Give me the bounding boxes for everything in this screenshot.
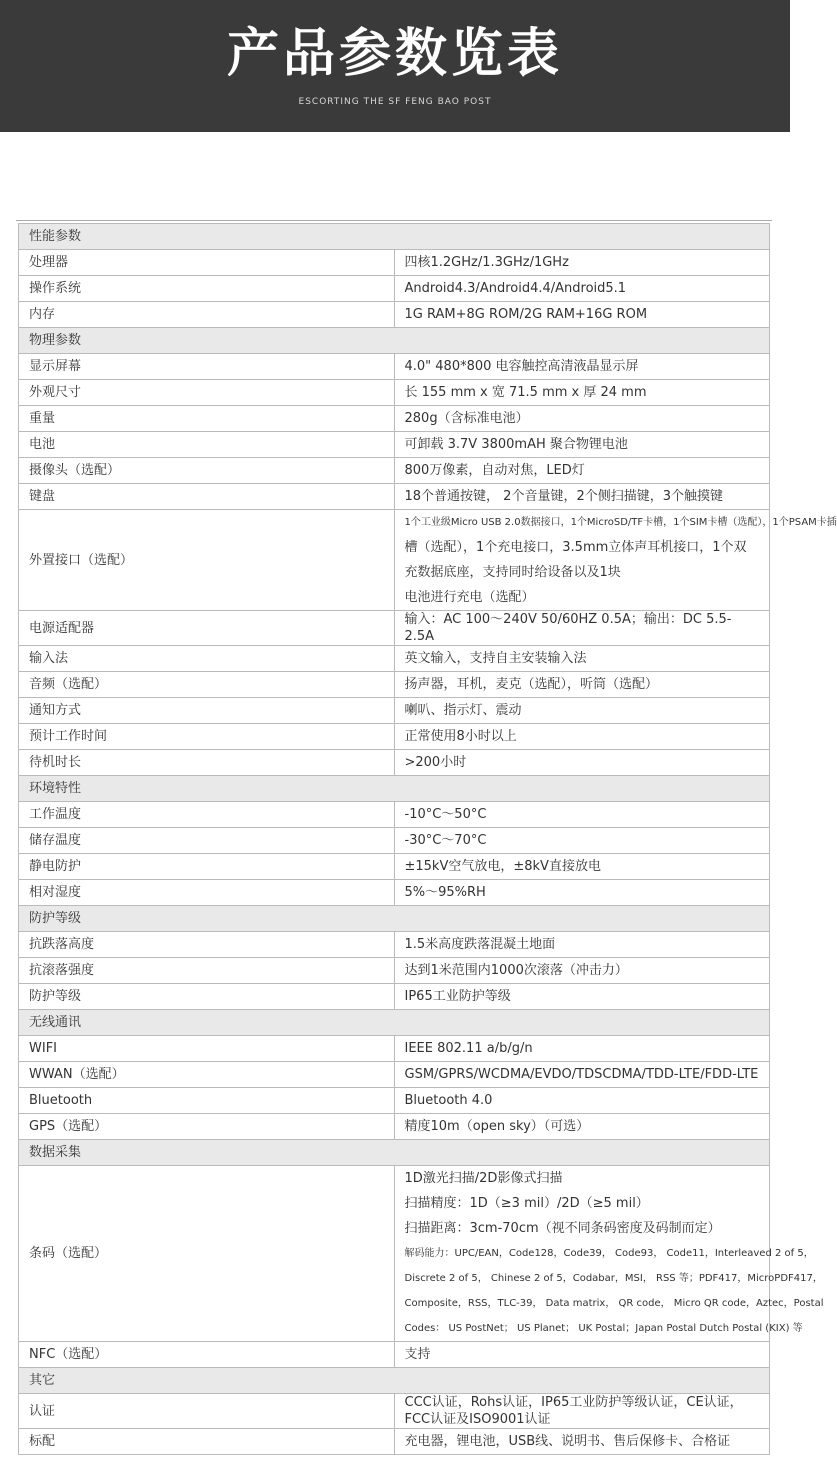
spec-label: 操作系统: [19, 276, 395, 302]
spec-value: 1G RAM+8G ROM/2G RAM+16G ROM: [394, 302, 770, 328]
spec-row: [19, 646, 770, 672]
spec-value-line: 解码能力：UPC/EAN，Code128，Code39， Code93， Code11，Interleaved 2 of 5，: [404, 1248, 814, 1259]
spec-value-line: Composite，RSS，TLC-39， Data matrix， QR code， Micro QR code，Aztec，Postal: [404, 1298, 824, 1309]
header-banner: [0, 0, 790, 132]
spec-row: [19, 698, 770, 724]
spec-label: Bluetooth: [19, 1088, 395, 1114]
spec-value: 可卸载 3.7V 3800mAH 聚合物锂电池: [394, 432, 770, 458]
spec-row: [19, 1166, 770, 1342]
spec-row: [19, 750, 770, 776]
spec-label: 摄像头（选配）: [19, 458, 395, 484]
spec-label: 音频（选配）: [19, 672, 395, 698]
spec-value-line: 扫描距离：3cm-70cm（视不同条码密度及码制而定）: [404, 1221, 721, 1236]
section-header-row: [19, 1368, 770, 1394]
spec-value: 英文输入，支持自主安装输入法: [394, 646, 770, 672]
section-header-row: [19, 224, 770, 250]
spec-value: -30°C～70°C: [394, 828, 770, 854]
spec-value: >200小时: [394, 750, 770, 776]
section-header-row: [19, 906, 770, 932]
spec-value: 充电器，锂电池，USB线、说明书、售后保修卡、合格证: [394, 1429, 770, 1455]
spec-value: 扬声器，耳机，麦克（选配），听筒（选配）: [394, 672, 770, 698]
spec-value: 800万像素，自动对焦，LED灯: [394, 458, 770, 484]
spec-row: [19, 250, 770, 276]
spec-label: WIFI: [19, 1036, 395, 1062]
section-title: 环境特性: [19, 776, 770, 802]
section-title: 性能参数: [19, 224, 770, 250]
spec-value: 支持: [394, 1342, 770, 1368]
spec-value: IP65工业防护等级: [394, 984, 770, 1010]
spec-value: 280g（含标准电池）: [394, 406, 770, 432]
spec-label: 工作温度: [19, 802, 395, 828]
spec-label: WWAN（选配）: [19, 1062, 395, 1088]
spec-value: 输入：AC 100～240V 50/60HZ 0.5A；输出：DC 5.5-2.5A: [394, 611, 770, 646]
spec-row: [19, 1429, 770, 1455]
spec-label: 储存温度: [19, 828, 395, 854]
spec-value: Bluetooth 4.0: [394, 1088, 770, 1114]
spec-row: [19, 458, 770, 484]
spec-label: 标配: [19, 1429, 395, 1455]
spec-value-line: 1D激光扫描/2D影像式扫描: [404, 1171, 563, 1186]
spec-row: [19, 432, 770, 458]
spec-label: GPS（选配）: [19, 1114, 395, 1140]
spec-value: ±15kV空气放电，±8kV直接放电: [394, 854, 770, 880]
spec-row: [19, 1342, 770, 1368]
spec-row: [19, 510, 770, 611]
spec-label: 通知方式: [19, 698, 395, 724]
spec-label: 防护等级: [19, 984, 395, 1010]
spec-value: 正常使用8小时以上: [394, 724, 770, 750]
spec-label: 重量: [19, 406, 395, 432]
spec-value-line: 电池进行充电（选配）: [404, 590, 535, 605]
section-title: 其它: [19, 1368, 770, 1394]
spec-label: 键盘: [19, 484, 395, 510]
spec-value: 喇叭、指示灯、震动: [394, 698, 770, 724]
spec-value: 达到1米范围内1000次滚落（冲击力）: [394, 958, 770, 984]
section-title: 物理参数: [19, 328, 770, 354]
spec-value: Android4.3/Android4.4/Android5.1: [394, 276, 770, 302]
spec-label: 待机时长: [19, 750, 395, 776]
spec-label: 预计工作时间: [19, 724, 395, 750]
spec-value: -10°C～50°C: [394, 802, 770, 828]
spec-value-line: 扫描精度：1D（≥3 mil）/2D（≥5 mil）: [404, 1196, 649, 1211]
spec-label: 抗滚落强度: [19, 958, 395, 984]
spec-label: 内存: [19, 302, 395, 328]
spec-label: 外观尺寸: [19, 380, 395, 406]
section-header-row: [19, 1140, 770, 1166]
spec-row: [19, 484, 770, 510]
spec-row: [19, 880, 770, 906]
spec-row: [19, 1088, 770, 1114]
spec-value: 18个普通按键， 2个音量键，2个侧扫描键，3个触摸键: [394, 484, 770, 510]
section-header-row: [19, 776, 770, 802]
spec-value: IEEE 802.11 a/b/g/n: [394, 1036, 770, 1062]
spec-label: 电源适配器: [19, 611, 395, 646]
spec-table: [18, 223, 837, 1455]
spec-value-line: Discrete 2 of 5， Chinese 2 of 5，Codabar，MSI， RSS 等；PDF417，MicroPDF417，: [404, 1273, 823, 1284]
spec-row: [19, 302, 770, 328]
spec-value-line: 槽（选配），1个充电接口，3.5mm立体声耳机接口，1个双充数据底座，支持同时给设备以及1块: [404, 540, 747, 580]
spec-row: [19, 958, 770, 984]
spec-row: [19, 854, 770, 880]
spec-row: [19, 276, 770, 302]
spec-label: 条码（选配）: [19, 1166, 395, 1342]
page-subtitle: ESCORTING THE SF FENG BAO POST: [298, 97, 492, 107]
spec-label: 显示屏幕: [19, 354, 395, 380]
spec-value: [394, 510, 837, 611]
section-header-row: [19, 328, 770, 354]
spec-value: 1.5米高度跌落混凝土地面: [394, 932, 770, 958]
spec-label: 静电防护: [19, 854, 395, 880]
spec-row: [19, 802, 770, 828]
spec-row: [19, 932, 770, 958]
spec-row: [19, 672, 770, 698]
spec-row: [19, 354, 770, 380]
spec-row: [19, 828, 770, 854]
section-title: 防护等级: [19, 906, 770, 932]
spec-row: [19, 724, 770, 750]
spec-label: 相对湿度: [19, 880, 395, 906]
section-title: 无线通讯: [19, 1010, 770, 1036]
section-header-row: [19, 1010, 770, 1036]
spec-row: [19, 611, 770, 646]
spec-value: 5%～95%RH: [394, 880, 770, 906]
spec-row: [19, 1114, 770, 1140]
spec-value: [394, 1166, 824, 1342]
spec-row: [19, 1062, 770, 1088]
spec-label: NFC（选配）: [19, 1342, 395, 1368]
section-title: 数据采集: [19, 1140, 770, 1166]
spec-label: 外置接口（选配）: [19, 510, 395, 611]
divider: [16, 220, 772, 221]
spec-row: [19, 380, 770, 406]
spec-value-line: Codes： US PostNet； US Planet； UK Postal；Japan Postal Dutch Postal (KIX) 等: [404, 1323, 803, 1334]
spec-value: CCC认证，Rohs认证，IP65工业防护等级认证，CE认证，FCC认证及ISO9001认证: [394, 1394, 770, 1429]
spec-value: 4.0" 480*800 电容触控高清液晶显示屏: [394, 354, 770, 380]
spec-row: [19, 406, 770, 432]
spec-row: [19, 1036, 770, 1062]
spec-label: 输入法: [19, 646, 395, 672]
spec-value: 精度10m（open sky）（可选）: [394, 1114, 770, 1140]
spec-row: [19, 1394, 770, 1429]
spec-value: GSM/GPRS/WCDMA/EVDO/TDSCDMA/TDD-LTE/FDD-LTE: [394, 1062, 770, 1088]
spec-value-line: 1个工业级Micro USB 2.0数据接口，1个MicroSD/TF卡槽，1个SIM卡槽（选配），1个PSAM卡插: [404, 517, 837, 528]
spec-label: 抗跌落高度: [19, 932, 395, 958]
spec-row: [19, 984, 770, 1010]
spec-label: 处理器: [19, 250, 395, 276]
spec-value: 长 155 mm x 宽 71.5 mm x 厚 24 mm: [394, 380, 770, 406]
spec-label: 认证: [19, 1394, 395, 1429]
spec-value: 四核1.2GHz/1.3GHz/1GHz: [394, 250, 770, 276]
page-title: 产品参数览表: [226, 24, 563, 84]
spec-label: 电池: [19, 432, 395, 458]
